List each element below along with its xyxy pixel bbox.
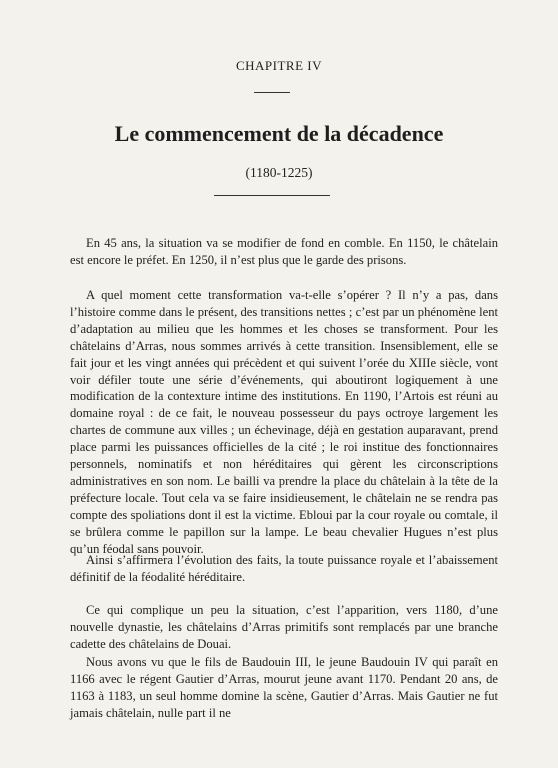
paragraph-text: Nous avons vu que le fils de Baudouin III, le jeune Baudouin IV qui paraît en 1166 avec le régent Gautier d’Arras, mourut jeune avant 1170. Pendant 20 ans, de 1163 à 1183, un seul homme domine la scène, Gautier d’Arras. Mais Gautier ne fut jamais châtelain, nulle part il ne bbox=[70, 655, 498, 720]
long-divider bbox=[214, 195, 330, 196]
body-paragraph-2 bbox=[70, 287, 498, 558]
paragraph-text: En 45 ans, la situation va se modifier de fond en comble. En 1150, le châtelain est encore le préfet. En 1250, il n’est plus que le garde des prisons. bbox=[70, 236, 498, 267]
chapter-label: CHAPITRE IV bbox=[235, 58, 323, 73]
body-paragraph-5 bbox=[70, 654, 498, 722]
body-paragraph-1 bbox=[70, 235, 498, 269]
body-paragraph-3 bbox=[70, 552, 498, 586]
paragraph-text: Ce qui complique un peu la situation, c’est l’apparition, vers 1180, d’une nouvelle dynastie, les châtelains d’Arras primitifs sont remplacés par une branche cadette des châtelains de Douai. bbox=[70, 603, 498, 651]
chapter-dates: (1180-1225) bbox=[245, 165, 313, 180]
body-paragraph-4 bbox=[70, 602, 498, 653]
chapter-title: Le commencement de la décadence bbox=[114, 121, 444, 146]
short-divider bbox=[254, 92, 290, 93]
paragraph-text: A quel moment cette transformation va-t-elle s’opérer ? Il n’y a pas, dans l’histoire comme dans le présent, des transitions nettes ; c’est par un phénomène lent d’adaptation au milieu que les hommes et les choses se transforment. Pour les châtelains d’Arras, nous sommes arrivés à cette transition. Insensiblement, elle se fait jour et les vingt années qui précèdent et qui suivent l’orée du XIIIe siècle, vont voir défiler toute une série d’événements, qui aboutiront logiquement à une modification de la contexture intime des institutions. En 1190, l’Artois est réuni au domaine royal : de ce fait, le nouveau possesseur du pays octroye largement les chartes de commune aux villes ; un échevinage, déjà en gestation auparavant, prend place parmi les puissances officielles de la cité ; le roi institue des fonctionnaires personnels, nominatifs et non héréditaires qui gèrent les circonscriptions administratives en son nom. Le bailli va prendre la place du châtelain à la tête de la préfecture locale. Tout cela va se faire insidieusement, le châtelain ne se rendra pas compte des spoliations dont il est la victime. Ebloui par la cour royale ou comtale, il se brûlera comme le papillon sur la lampe. Le beau chevalier Hugues n’est plus qu’un féodal sans pouvoir. bbox=[70, 288, 498, 556]
paragraph-text: Ainsi s’affirmera l’évolution des faits, la toute puissance royale et l’abaissement définitif de la féodalité héréditaire. bbox=[70, 553, 498, 584]
